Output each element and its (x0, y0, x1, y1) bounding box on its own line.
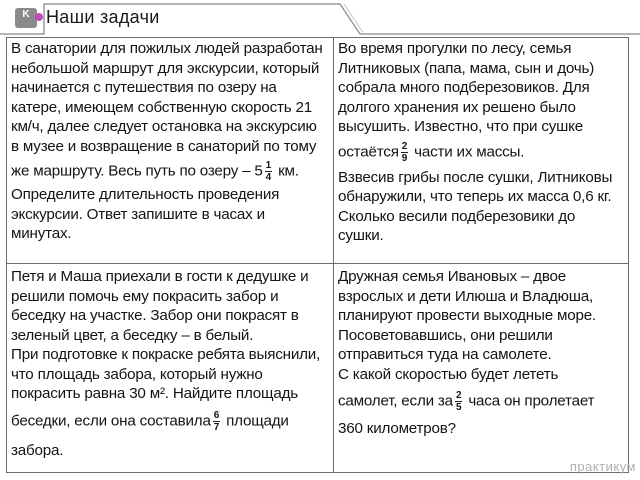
task2-line: высушить. Известно, что при сушке (338, 118, 583, 135)
task1-text: км. (278, 162, 299, 180)
task2-text: части их массы. (414, 143, 525, 161)
task3-line: При подготовке к покраске ребята выяснили, (11, 346, 321, 363)
task1-line: в музее и возвращение в санаторий по тому (11, 137, 317, 155)
page-title: Наши задачи (46, 7, 160, 27)
task2-line: Взвесив грибы после сушки, Литниковы (338, 168, 613, 186)
fraction-denominator: 7 (213, 421, 220, 433)
task3-text: площади (226, 412, 289, 430)
task4-line-with-fraction (338, 390, 624, 413)
fraction (265, 160, 272, 183)
task4-line: Посоветовавшись, они решили (338, 326, 553, 344)
fraction (455, 390, 462, 413)
section-badge: K (15, 8, 37, 28)
tasks-grid (6, 37, 629, 473)
task2-line-with-fraction (338, 141, 624, 164)
task4-line: взрослых и дети Илюша и Владюша, (338, 287, 593, 305)
task1-line-with-fraction (11, 160, 329, 183)
fraction-denominator: 9 (401, 152, 408, 164)
task2-line: сушки. (338, 227, 384, 244)
task3-line: зеленый цвет, а беседку – в белый. (11, 326, 254, 344)
fraction-numerator: 6 (213, 409, 220, 421)
fraction-denominator: 5 (455, 402, 462, 413)
task4-line: планируют провести выходные море. (338, 307, 596, 324)
task1-line: начинается с путешествия по озеру на (11, 79, 277, 96)
task-card-4 (334, 264, 628, 472)
task-card-1 (7, 38, 334, 264)
task-card-2 (334, 38, 628, 264)
task1-line: небольшой маршрут для экскурсии, который (11, 59, 320, 77)
fraction-numerator: 2 (401, 140, 408, 152)
task1-line: катере, имеющем собственную скорость 21 (11, 98, 312, 116)
task3-line: Петя и Маша приехали в гости к дедушке и (11, 268, 309, 285)
task3-line: забора. (11, 441, 64, 459)
task4-line: отправиться туда на самолете. (338, 346, 552, 363)
task4-text: часа он пролетает (468, 392, 595, 410)
task2-line: Сколько весили подберезовики до (338, 207, 576, 225)
task1-line: минутах. (11, 225, 72, 242)
header (0, 0, 640, 34)
badge-dot-icon (35, 13, 43, 21)
task3-line: что площадь забора, который нужно (11, 365, 263, 383)
task4-text: самолет, если за (338, 392, 453, 410)
task3-line: покрасить равна 30 м². Найдите площадь (11, 385, 298, 402)
brand-watermark: практикум (569, 459, 636, 474)
task2-text: остаётся (338, 143, 399, 161)
task2-line: Литниковых (папа, мама, сын и дочь) (338, 59, 595, 77)
task3-text: беседки, если она составила (11, 412, 211, 430)
task2-line: собрала много подберезовиков. Для (338, 79, 590, 96)
task4-line: Дружная семья Ивановых – двое (338, 268, 567, 285)
task1-line: км/ч, далее следует остановка на экскурсию (11, 118, 317, 135)
fraction (401, 141, 408, 164)
task1-line: В санатории для пожилых людей разработан (11, 40, 323, 57)
fraction-numerator: 2 (455, 390, 462, 401)
task2-line: обнаружили, что теперь их масса 0,6 кг. (338, 188, 612, 205)
task1-text: же маршруту. Весь путь по озеру – 5 (11, 162, 263, 180)
task2-line: Во время прогулки по лесу, семья (338, 40, 572, 57)
fraction-numerator: 1 (265, 160, 272, 171)
task1-line: экскурсии. Ответ запишите в часах и (11, 205, 265, 223)
fraction (213, 410, 220, 433)
task3-line: решили помочь ему покрасить забор и (11, 287, 279, 305)
task-card-3 (7, 264, 334, 472)
task2-line: долгого хранения их решено было (338, 98, 576, 116)
task3-line-with-fraction (11, 410, 329, 433)
fraction-denominator: 4 (265, 172, 272, 183)
task4-line: С какой скоростью будет лететь (338, 365, 559, 383)
task3-line: беседку на участке. Забор они покрасят в (11, 307, 299, 324)
task1-line: Определите длительность проведения (11, 186, 280, 203)
task4-line: 360 километров? (338, 420, 456, 437)
